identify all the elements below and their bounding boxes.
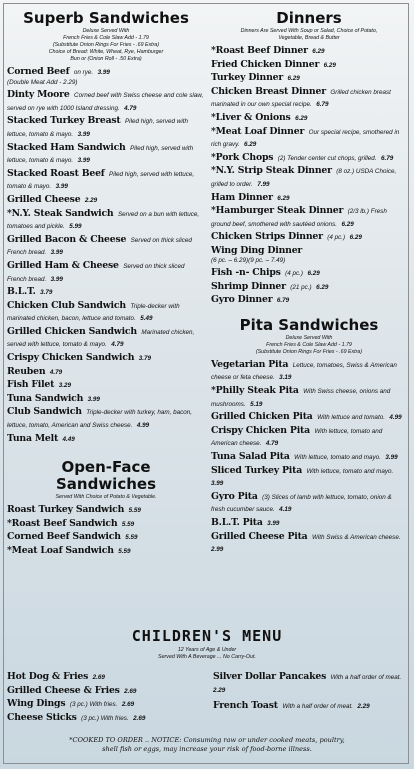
menu-item-name: Wing Dings (7, 698, 66, 710)
menu-item (7, 325, 205, 350)
menu-item (211, 490, 407, 515)
kids-left-list (7, 670, 205, 724)
menu-item-name: Corned Beef (7, 66, 70, 77)
menu-item-price: 5.59 (121, 520, 135, 528)
food-safety-notice: *COOKED TO ORDER .. NOTICE: Consuming raw or under cooked meats, poultry, shell fish or eggs, may increase your risk of food-borne illness. (69, 736, 345, 753)
menu-item (7, 285, 205, 298)
menu-item (7, 114, 205, 139)
menu-item-name: B.L.T. (7, 286, 36, 298)
left-column (7, 10, 205, 558)
menu-item (7, 392, 205, 405)
menu-item (7, 299, 205, 324)
menu-item-price: 3.29 (58, 382, 71, 390)
menu-item-name: Grilled Cheese (7, 193, 81, 205)
menu-item-name: Stacked Ham Sandwich (7, 141, 126, 153)
menu-item (211, 424, 407, 449)
menu-item-name: Grilled Cheese & Fries (7, 684, 120, 696)
menu-item (7, 405, 205, 430)
menu-item-name: Ham Dinner (211, 191, 273, 203)
menu-item-desc: With lettuce, tomato and mayo. (306, 467, 394, 475)
menu-item-desc: (2/3 lb.) Fresh ground beef, smothered with sautéed onions. (211, 208, 387, 228)
dinners-notes: Dinners Are Served With Soup or Salad, Choice of Potato, Vegetable, Bread & Butter (240, 28, 378, 41)
menu-item-price: 3.99 (87, 395, 100, 403)
menu-item-price: 3.99 (77, 130, 90, 138)
menu-item-name: Wing Ding Dinner (211, 244, 303, 256)
menu-item-name: *Pork Chops (211, 151, 274, 163)
menu-item-name: Gyro Pita (211, 490, 258, 502)
menu-item (7, 530, 205, 543)
menu-item-price: 6.29 (312, 48, 325, 55)
menu-item (7, 711, 205, 724)
menu-item (211, 164, 407, 189)
menu-item (211, 111, 407, 124)
menu-item-price: 6.29 (244, 141, 257, 149)
kids-right-list (213, 670, 409, 716)
menu-item-name: Turkey Dinner (211, 72, 284, 84)
sandwiches-title: Superb Sandwiches (23, 9, 189, 27)
menu-item-name: *Roast Beef Sandwich (7, 517, 118, 529)
menu-item-price: 2.69 (133, 714, 146, 722)
menu-item-name: Shrimp Dinner (211, 280, 286, 292)
menu-item-name: Fish Filet (7, 379, 55, 391)
menu-item-name: Cheese Sticks (7, 711, 77, 723)
openface-list (7, 503, 205, 556)
menu-item (7, 141, 205, 166)
menu-item (7, 207, 205, 232)
menu-item-name: Stacked Roast Beef (7, 167, 105, 179)
menu-item-desc: Triple-decker with marinated chicken, bacon, lettuce and tomato. (7, 302, 180, 323)
menu-item-name: Grilled Ham & Cheese (7, 259, 119, 271)
menu-item-price: 5.49 (140, 315, 153, 323)
menu-item-price: 2.99 (211, 546, 224, 554)
menu-item (211, 280, 407, 293)
menu-item-sub: (6 pc. – 6.29)(9 pc. – 7.49) (211, 256, 286, 264)
menu-item-price: 3.99 (50, 249, 63, 257)
menu-item-name: Grilled Cheese Pita (211, 530, 308, 542)
menu-item (7, 684, 205, 697)
menu-item-price: 4.79 (49, 368, 63, 376)
menu-item-price: 4.99 (389, 414, 402, 422)
menu-item-price: 3.19 (279, 374, 292, 382)
menu-item-desc: (2) Tender center cut chops, grilled. (277, 154, 377, 162)
menu-item (211, 151, 407, 164)
pita-notes: Deluxe Served With French Fries & Cole Slaw Add - 1.79 (Substitute Onion Rings For Fries - .69 Extra) (255, 334, 363, 355)
menu-item-desc: (21 pc.) (290, 283, 312, 291)
menu-item-price: 3.99 (50, 275, 63, 283)
dinners-title: Dinners (276, 9, 342, 27)
menu-item-name: *Meat Loaf Sandwich (7, 545, 114, 556)
menu-item-desc: (3 pc.) With fries. (81, 714, 129, 722)
menu-item-desc: (8 oz.) USDA Choice, grilled to order. (211, 168, 397, 188)
menu-item-desc: Lettuce, tomatoes, Swiss & American cheese or feta cheese. (211, 361, 397, 382)
menu-item-desc: Served on thick sliced French bread. (7, 236, 192, 257)
sandwich-list (7, 65, 205, 444)
menu-item-name: Club Sandwich (7, 406, 82, 418)
menu-item-name: Vegetarian Pita (211, 358, 289, 370)
menu-item (213, 670, 409, 695)
menu-item (211, 204, 407, 229)
menu-item (7, 697, 205, 710)
menu-item-price: 4.79 (265, 440, 279, 448)
menu-item (7, 378, 205, 391)
menu-item-name: Chicken Breast Dinner (211, 85, 326, 97)
menu-item-name: Stacked Turkey Breast (7, 115, 121, 127)
menu-item-name: *N.Y. Steak Sandwich (7, 207, 114, 219)
menu-item-name: Fried Chicken Dinner (211, 58, 320, 70)
menu-item-price: 5.59 (125, 534, 138, 542)
menu-item-desc: With Swiss cheese, onions and mushrooms. (211, 388, 391, 408)
menu-item (211, 464, 407, 489)
menu-item (211, 450, 407, 463)
menu-item-name: Crispy Chicken Pita (211, 424, 310, 436)
menu-item-name: B.L.T. Pita (211, 517, 263, 528)
menu-item-name: Roast Turkey Sandwich (7, 504, 125, 516)
menu-item-name: Tuna Melt (7, 432, 59, 444)
menu-item-desc: on rye. (73, 69, 94, 76)
menu-item (211, 410, 407, 423)
menu-item-desc: Piled high, served with lettuce, tomato & mayo. (7, 170, 195, 191)
menu-item-desc: Corned beef with Swiss cheese and cole slaw, served on rye with 1000 Island dressing. (7, 92, 204, 112)
menu-item-price: 3.99 (267, 520, 280, 527)
menu-item-price: 3.79 (40, 289, 53, 297)
menu-item-price: 2.69 (124, 687, 137, 695)
menu-item-price: 3.99 (385, 454, 398, 462)
menu-item-price: 6.79 (276, 297, 290, 305)
menu-item-desc: With lettuce and tomato. (317, 414, 385, 422)
menu-item-name: Gyro Dinner (211, 294, 273, 306)
menu-item (7, 88, 205, 113)
menu-item-price: 6.29 (287, 75, 300, 83)
right-column (211, 10, 407, 556)
menu-item-price: 6.29 (349, 234, 362, 242)
menu-item-name: Chicken Club Sandwich (7, 299, 126, 311)
menu-item-price: 3.99 (97, 69, 110, 76)
menu-item-price: 6.29 (277, 194, 290, 202)
menu-item-name: Silver Dollar Pancakes (213, 671, 327, 682)
menu-item (7, 193, 205, 206)
menu-item-price: 2.69 (121, 701, 135, 709)
kids-title: CHILDREN'S MENU (131, 627, 283, 645)
menu-item (211, 266, 407, 279)
menu-item-name: Grilled Chicken Sandwich (7, 325, 137, 337)
menu-item-price: 7.99 (257, 180, 270, 188)
menu-item-desc: With a half order of meat. (330, 674, 402, 681)
menu-item-desc: With lettuce, tomato and mayo. (294, 454, 381, 462)
menu-item-price: 6.29 (295, 114, 308, 122)
menu-item (7, 65, 205, 87)
menu-item-price: 6.29 (316, 283, 329, 291)
menu-item-name: Dinty Moore (7, 89, 70, 101)
menu-item-desc: Our special recipe, smothered in rich gravy. (211, 128, 400, 149)
menu-item (7, 517, 205, 530)
openface-note: Served With Choice of Potato & Vegetable. (55, 494, 157, 501)
menu-item-desc: (4 pc.) (285, 270, 304, 278)
openface-title: Open-Face Sandwiches (55, 458, 156, 494)
menu-item-sub: (Double Meat Add - 2.29) (7, 78, 78, 86)
menu-item (7, 670, 205, 683)
menu-item-price: 4.49 (62, 435, 75, 443)
menu-item (7, 544, 205, 557)
menu-item-name: *Roast Beef Dinner (211, 45, 308, 56)
kids-notes: 12 Years of Age & Under Served With A Beverage ... No Carry-Out. (158, 647, 256, 660)
menu-item-desc: Piled high, served with lettuce, tomato & mayo. (7, 118, 188, 138)
menu-item-name: Chicken Strips Dinner (211, 231, 323, 243)
menu-item (211, 125, 407, 150)
menu-item-desc: Piled high, served with lettuce, tomato & mayo. (7, 144, 194, 165)
menu-item (7, 233, 205, 258)
menu-item-price: 6.29 (307, 270, 320, 278)
menu-item-name: Tuna Salad Pita (211, 451, 290, 463)
menu-item-name: *Liver & Onions (211, 111, 291, 123)
menu-item-price: 3.79 (138, 355, 151, 363)
menu-item-price: 6.29 (341, 220, 354, 228)
menu-item-desc: (3 pc.) With fries. (69, 701, 118, 709)
menu-item-name: *Meat Loaf Dinner (211, 125, 305, 137)
menu-item-name: Fish -n- Chips (211, 267, 281, 279)
menu-item (211, 58, 407, 71)
menu-item-name: Tuna Sandwich (7, 392, 84, 404)
menu-item (211, 71, 407, 84)
dinner-list (211, 44, 407, 306)
menu-item (7, 503, 205, 516)
menu-item-price: 4.79 (124, 104, 137, 112)
menu-item-price: 6.29 (323, 61, 336, 69)
menu-item-price: 5.59 (118, 548, 131, 555)
menu-item (7, 167, 205, 192)
menu-item-name: Hot Dog & Fries (7, 671, 89, 682)
menu-item (211, 384, 407, 409)
menu-item-price: 3.99 (211, 480, 224, 488)
menu-item-desc: With lettuce, tomato and American cheese. (211, 427, 383, 448)
menu-item (213, 699, 409, 712)
menu-item-price: 4.79 (111, 341, 124, 349)
menu-item-desc: (4 pc.) (327, 234, 346, 242)
menu-item (211, 530, 407, 555)
menu-item-desc: Served on thick sliced French bread. (7, 262, 185, 283)
menu-item-price: 4.99 (136, 422, 150, 430)
menu-item-price: 6.79 (316, 101, 329, 109)
menu-item (211, 230, 407, 243)
menu-item-desc: Triple-decker with turkey, ham, bacon, lettuce, tomato, American and Swiss cheese. (7, 409, 193, 430)
menu-item-desc: Served on a bun with lettuce, tomatoes and pickle. (7, 210, 200, 231)
menu-item-desc: (3) Slices of lamb with lettuce, tomato, onion & fresh cucumber sauce. (211, 493, 392, 514)
menu-item-name: French Toast (213, 700, 278, 712)
menu-item-desc: Grilled chicken breast marinated in our own special recipe. (211, 88, 391, 109)
menu-item (7, 351, 205, 364)
menu-item-price: 5.59 (128, 507, 141, 515)
menu-item-name: Grilled Chicken Pita (211, 411, 313, 423)
menu-item-name: *Hamburger Steak Dinner (211, 205, 344, 217)
menu-item-name: Grilled Bacon & Cheese (7, 233, 127, 245)
pita-list (211, 358, 407, 555)
menu-item-price: 3.99 (55, 183, 68, 191)
menu-item-name: *N.Y. Strip Steak Dinner (211, 165, 332, 177)
menu-item-price: 2.29 (357, 703, 370, 711)
menu-item-price: 5.19 (250, 400, 263, 408)
menu-item-name: Reuben (7, 365, 46, 377)
menu-item-price: 4.19 (279, 506, 292, 514)
menu-item-price: 3.99 (77, 157, 90, 165)
menu-item-price: 2.69 (92, 674, 105, 681)
menu-item-price: 2.29 (84, 196, 98, 204)
menu-item (211, 358, 407, 383)
menu-item-desc: With Swiss & American cheese. (311, 533, 401, 541)
menu-item-name: *Philly Steak Pita (211, 385, 299, 397)
menu-item (211, 191, 407, 204)
menu-item-price: 2.29 (213, 686, 226, 694)
menu-item (211, 244, 407, 265)
menu-item-name: Sliced Turkey Pita (211, 464, 303, 476)
menu-item-name: Corned Beef Sandwich (7, 531, 121, 543)
sandwiches-notes: Deluxe Served With French Fries & Cole Slaw Add - 1.79 (Substitute Onion Rings For Fries - .69 Extra) Choice of Bread: White, Wheat, Rye, Hamburger Bun or (Onion Roll - .50 Extra) (48, 28, 164, 62)
menu-item-price: 6.79 (381, 154, 394, 162)
menu-item (211, 85, 407, 110)
menu-item-desc: Marinated chicken, served with lettuce, tomato & mayo. (7, 328, 195, 349)
menu-item (7, 365, 205, 378)
menu-item-desc: With a half order of meat. (282, 703, 353, 711)
menu-item-price: 5.99 (69, 223, 82, 231)
menu-item-name: Crispy Chicken Sandwich (7, 352, 135, 364)
menu-item (211, 44, 407, 57)
menu-item (211, 293, 407, 306)
pita-title: Pita Sandwiches (239, 315, 379, 334)
menu-item (7, 432, 205, 445)
